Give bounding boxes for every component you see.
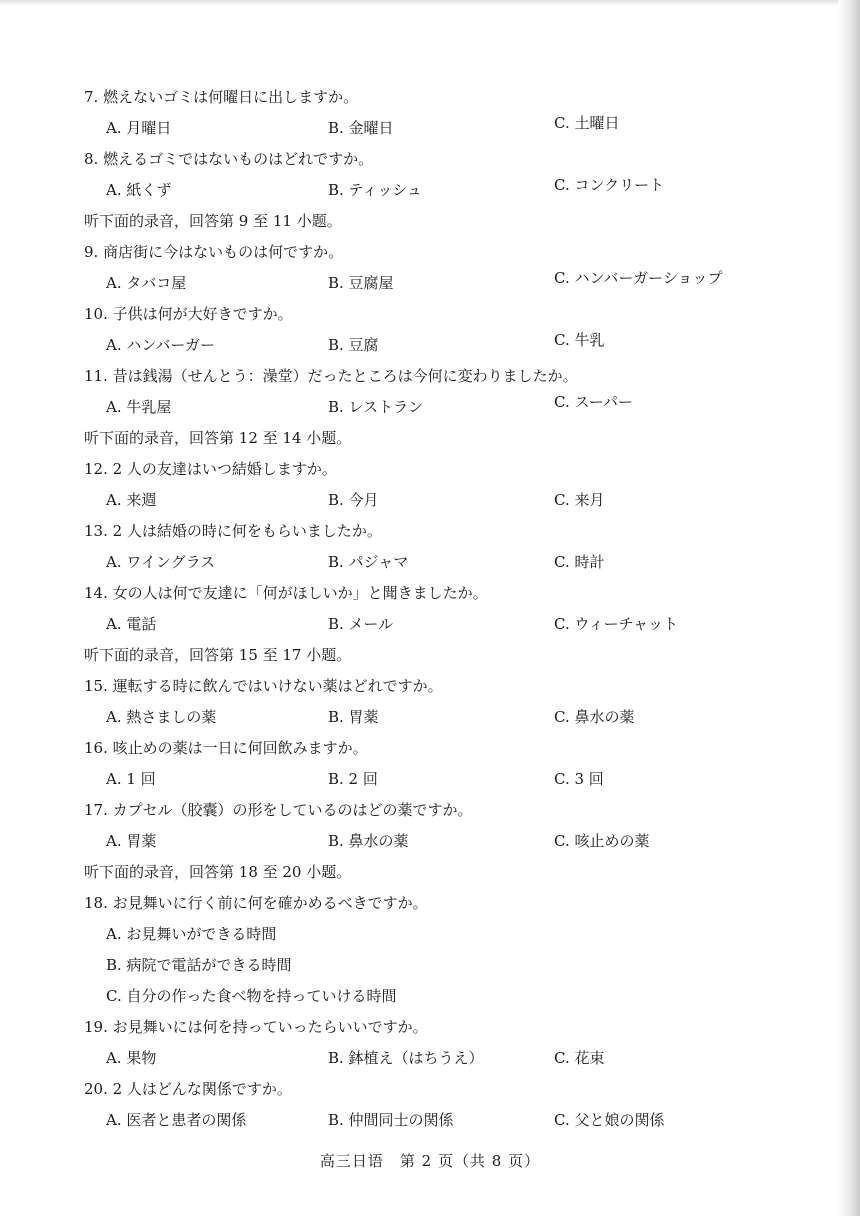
option-a: A. ハンバーガー: [106, 336, 216, 354]
section-instruction: 听下面的录音，回答第 12 至 14 小题。: [84, 429, 352, 447]
option-c: C. ハンバーガーショップ: [554, 269, 723, 287]
option-c: C. 3 回: [554, 770, 604, 788]
answer-options-row: [84, 547, 774, 578]
answer-option: A. お見舞いができる時間: [106, 925, 277, 943]
question-text: 7. 燃えないゴミは何曜日に出しますか。: [84, 88, 359, 106]
option-c: C. 鼻水の薬: [554, 708, 635, 726]
option-a: A. 月曜日: [106, 119, 172, 137]
question-text: 8. 燃えるゴミではないものはどれですか。: [84, 150, 374, 168]
option-b: B. 仲間同士の関係: [328, 1111, 454, 1129]
scan-top-edge: [0, 0, 860, 6]
question-list: [84, 82, 774, 1136]
question-text: 10. 子供は何が大好きですか。: [84, 305, 293, 323]
option-b: B. 今月: [328, 491, 379, 509]
answer-option: B. 病院で電話ができる時間: [106, 956, 292, 974]
answer-options-row: [84, 175, 774, 206]
option-b: B. 豆腐: [328, 336, 379, 354]
section-instruction: 听下面的录音，回答第 18 至 20 小题。: [84, 863, 352, 881]
option-b: B. ティッシュ: [328, 181, 423, 199]
answer-options-row: [84, 268, 774, 299]
option-b: B. 胃薬: [328, 708, 379, 726]
answer-options-row: [84, 1105, 774, 1136]
question-text: 20. 2 人はどんな関係ですか。: [84, 1080, 292, 1098]
option-a: A. ワイングラス: [106, 553, 216, 571]
option-a: A. 電話: [106, 615, 157, 633]
question-text: 9. 商店街に今はないものは何ですか。: [84, 243, 344, 261]
option-c: C. 父と娘の関係: [554, 1111, 665, 1129]
option-a: A. タバコ屋: [106, 274, 187, 292]
question-text: 16. 咳止めの薬は一日に何回飲みますか。: [84, 739, 368, 757]
option-c: C. スーパー: [554, 393, 633, 411]
option-c: C. 土曜日: [554, 114, 620, 132]
question-text: 18. お見舞いに行く前に何を確かめるべきですか。: [84, 894, 428, 912]
question-text: 19. お見舞いには何を持っていったらいいですか。: [84, 1018, 428, 1036]
option-a: A. 牛乳屋: [106, 398, 172, 416]
answer-option: C. 自分の作った食べ物を持っていける時間: [106, 987, 397, 1005]
option-c: C. 牛乳: [554, 331, 605, 349]
answer-options-row: [84, 702, 774, 733]
option-b: B. 豆腐屋: [328, 274, 394, 292]
option-a: A. 医者と患者の関係: [106, 1111, 247, 1129]
scan-page-edge: [838, 0, 860, 1216]
question-text: 12. 2 人の友達はいつ結婚しますか。: [84, 460, 337, 478]
answer-options-row: [84, 485, 774, 516]
page-footer: 高三日语 第 2 页（共 8 页）: [319, 1152, 541, 1170]
answer-options-row: [84, 330, 774, 361]
section-instruction: 听下面的录音，回答第 15 至 17 小题。: [84, 646, 352, 664]
option-c: C. 時計: [554, 553, 605, 571]
option-a: A. 紙くず: [106, 181, 172, 199]
answer-options-row: [84, 1043, 774, 1074]
option-c: C. 咳止めの薬: [554, 832, 650, 850]
option-a: A. 胃薬: [106, 832, 157, 850]
section-instruction: 听下面的录音，回答第 9 至 11 小题。: [84, 212, 342, 230]
answer-options-row: [84, 609, 774, 640]
option-b: B. 金曜日: [328, 119, 394, 137]
option-c: C. コンクリート: [554, 176, 665, 194]
question-text: 14. 女の人は何で友達に「何がほしいか」と聞きましたか。: [84, 584, 488, 602]
option-c: C. 来月: [554, 491, 605, 509]
option-a: A. 熱さましの薬: [106, 708, 217, 726]
answer-options-row: [84, 113, 774, 144]
question-text: 17. カプセル（胶囊）の形をしているのはどの薬ですか。: [84, 801, 473, 819]
option-a: A. 1 回: [106, 770, 156, 788]
option-b: B. パジャマ: [328, 553, 409, 571]
option-b: B. レストラン: [328, 398, 424, 416]
answer-options-row: [84, 392, 774, 423]
answer-options-row: [84, 764, 774, 795]
question-text: 15. 運転する時に飲んではいけない薬はどれですか。: [84, 677, 443, 695]
answer-options-row: [84, 826, 774, 857]
option-a: A. 来週: [106, 491, 157, 509]
option-b: B. 2 回: [328, 770, 378, 788]
option-c: C. 花束: [554, 1049, 605, 1067]
option-a: A. 果物: [106, 1049, 157, 1067]
option-c: C. ウィーチャット: [554, 615, 679, 633]
option-b: B. 鉢植え（はちうえ）: [328, 1049, 484, 1067]
question-text: 13. 2 人は結婚の時に何をもらいましたか。: [84, 522, 382, 540]
option-b: B. メール: [328, 615, 394, 633]
question-text: 11. 昔は銭湯（せんとう：澡堂）だったところは今何に変わりましたか。: [84, 367, 578, 385]
option-b: B. 鼻水の薬: [328, 832, 409, 850]
